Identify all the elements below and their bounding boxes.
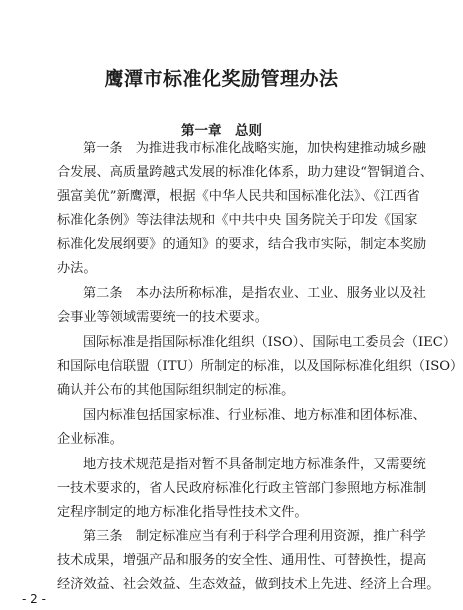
local-spec-line-3: 定程序制定的地方标准化指导性技术文件。 xyxy=(57,505,308,520)
page-number: - 2 - xyxy=(22,592,46,606)
document-title: 鹰潭市标准化奖励管理办法 xyxy=(104,68,339,90)
domestic-standard-line-2: 企业标准。 xyxy=(57,432,123,447)
local-spec-line-2: 一技术要求的，省人民政府标准化行政主管部门参照地方标准制 xyxy=(57,481,427,496)
article-2-line-2: 会事业等领域需要统一的技术要求。 xyxy=(57,310,268,325)
article-3-line-3: 经济效益、社会效益、生态效益，做到技术上先进、经济上合理。 xyxy=(57,577,440,592)
article-1-line-1: 第一条 为推进我市标准化战略实施，加快构建推动城乡融 xyxy=(83,141,426,156)
article-1-line-2: 合发展、高质量跨越式发展的标准化体系，助力建设“智铜道合、 xyxy=(57,165,433,180)
article-2-line-1: 第二条 本办法所称标准，是指农业、工业、服务业以及社 xyxy=(83,286,426,301)
article-3-line-2: 技术成果，增强产品和服务的安全性、通用性、可替换性，提高 xyxy=(57,553,427,568)
intl-standard-line-3: 确认并公布的其他国际组织制定的标准。 xyxy=(57,383,295,398)
article-1-line-4: 标准化条例》等法律法规和《中共中央 国务院关于印发《国家 xyxy=(57,213,418,228)
chapter-heading: 第一章 总则 xyxy=(181,123,262,139)
intl-standard-line-2: 和国际电信联盟（ITU）所制定的标准，以及国际标准化组织（ISO） xyxy=(57,359,463,374)
local-spec-line-1: 地方技术规范是指对暂不具备制定地方标准条件，又需要统 xyxy=(83,457,426,472)
intl-standard-line-1: 国际标准是指国际标准化组织（ISO）、国际电工委员会（IEC） xyxy=(83,335,457,350)
article-1-line-3: 强富美优”新鹰潭，根据《中华人民共和国标准化法》、《江西省 xyxy=(57,189,420,204)
domestic-standard-line-1: 国内标准包括国家标准、行业标准、地方标准和团体标准、 xyxy=(83,408,426,423)
article-1-line-6: 办法。 xyxy=(57,261,97,276)
article-1-line-5: 标准化发展纲要》的通知》的要求，结合我市实际，制定本奖励 xyxy=(57,237,427,252)
article-3-line-1: 第三条 制定标准应当有利于科学合理利用资源，推广科学 xyxy=(83,529,426,544)
